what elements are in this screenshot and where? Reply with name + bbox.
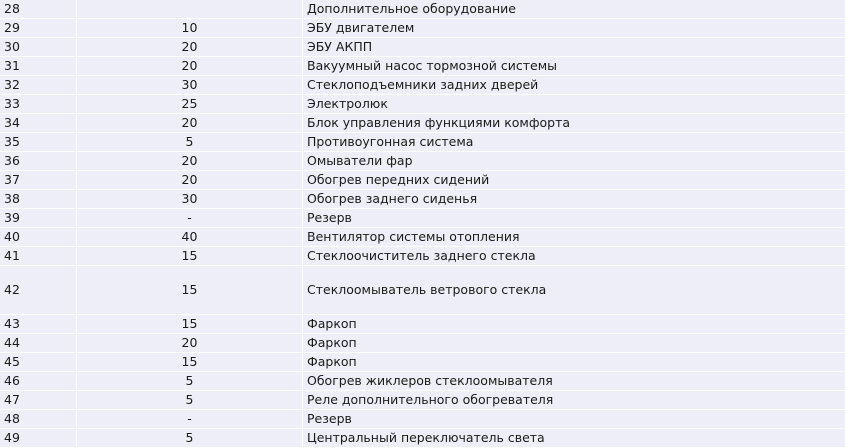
table-row xyxy=(0,114,845,132)
fuse-number-cell: 47 xyxy=(0,391,76,409)
fuse-rating-cell xyxy=(77,0,302,18)
fuse-description-cell: Вакуумный насос тормозной системы xyxy=(303,57,845,75)
fuse-number-cell: 31 xyxy=(0,57,76,75)
fuse-description-cell: Резерв xyxy=(303,410,845,428)
fuse-number-cell: 28 xyxy=(0,0,76,18)
fuse-rating-cell: 15 xyxy=(77,315,302,333)
fuse-description-cell: Омыватели фар xyxy=(303,152,845,170)
fuse-rating-cell: 30 xyxy=(77,190,302,208)
fuse-number-cell: 42 xyxy=(0,266,76,314)
fuse-description-cell: ЭБУ АКПП xyxy=(303,38,845,56)
table-row xyxy=(0,76,845,94)
table-row xyxy=(0,429,845,447)
fuse-rating-cell: 25 xyxy=(77,95,302,113)
fuse-rating-cell: 20 xyxy=(77,171,302,189)
fuse-description-cell: Реле дополнительного обогревателя xyxy=(303,391,845,409)
fuse-description-cell: Электролюк xyxy=(303,95,845,113)
fuse-description-cell: Противоугонная система xyxy=(303,133,845,151)
fuse-description-cell: Стеклоомыватель ветрового стекла xyxy=(303,266,845,314)
fuse-number-cell: 48 xyxy=(0,410,76,428)
fuse-rating-cell: 20 xyxy=(77,57,302,75)
fuse-rating-cell: - xyxy=(77,410,302,428)
fuse-description-cell: Центральный переключатель света xyxy=(303,429,845,447)
table-row xyxy=(0,152,845,170)
table-row xyxy=(0,57,845,75)
table-row xyxy=(0,334,845,352)
table-row xyxy=(0,133,845,151)
fuse-number-cell: 39 xyxy=(0,209,76,227)
fuse-description-cell: Обогрев жиклеров стеклоомывателя xyxy=(303,372,845,390)
fuse-description-cell: Дополнительное оборудование xyxy=(303,0,845,18)
fuse-rating-cell: 40 xyxy=(77,228,302,246)
table-row xyxy=(0,266,845,314)
fuse-number-cell: 34 xyxy=(0,114,76,132)
fuse-number-cell: 40 xyxy=(0,228,76,246)
table-row xyxy=(0,209,845,227)
table-row xyxy=(0,171,845,189)
fuse-number-cell: 41 xyxy=(0,247,76,265)
table-row xyxy=(0,190,845,208)
fuse-rating-cell: 20 xyxy=(77,152,302,170)
fuse-number-cell: 36 xyxy=(0,152,76,170)
table-row xyxy=(0,315,845,333)
fuse-number-cell: 29 xyxy=(0,19,76,37)
fuse-number-cell: 35 xyxy=(0,133,76,151)
table-row xyxy=(0,0,845,18)
fuse-rating-cell: 20 xyxy=(77,38,302,56)
table-row xyxy=(0,95,845,113)
fuse-description-cell: ЭБУ двигателем xyxy=(303,19,845,37)
fuse-number-cell: 33 xyxy=(0,95,76,113)
fuse-rating-cell: 20 xyxy=(77,334,302,352)
table-row xyxy=(0,410,845,428)
fuse-description-cell: Фаркоп xyxy=(303,315,845,333)
fuse-number-cell: 32 xyxy=(0,76,76,94)
fuse-number-cell: 38 xyxy=(0,190,76,208)
table-row xyxy=(0,228,845,246)
table-row xyxy=(0,372,845,390)
fuse-description-cell: Блок управления функциями комфорта xyxy=(303,114,845,132)
fuse-description-cell: Резерв xyxy=(303,209,845,227)
table-row xyxy=(0,391,845,409)
fuse-description-cell: Обогрев заднего сиденья xyxy=(303,190,845,208)
fuse-number-cell: 44 xyxy=(0,334,76,352)
fuse-rating-cell: 5 xyxy=(77,391,302,409)
fuse-description-cell: Стеклоочиститель заднего стекла xyxy=(303,247,845,265)
fuse-rating-cell: 15 xyxy=(77,247,302,265)
fuse-description-cell: Фаркоп xyxy=(303,334,845,352)
fuse-rating-cell: 5 xyxy=(77,372,302,390)
fuse-description-cell: Обогрев передних сидений xyxy=(303,171,845,189)
table-row xyxy=(0,19,845,37)
fuse-rating-cell: 5 xyxy=(77,429,302,447)
fuse-number-cell: 46 xyxy=(0,372,76,390)
table-row xyxy=(0,353,845,371)
fuse-number-cell: 30 xyxy=(0,38,76,56)
fuse-rating-cell: - xyxy=(77,209,302,227)
table-row xyxy=(0,247,845,265)
table-row xyxy=(0,38,845,56)
fuse-rating-cell: 10 xyxy=(77,19,302,37)
fuse-rating-cell: 20 xyxy=(77,114,302,132)
fuse-description-cell: Вентилятор системы отопления xyxy=(303,228,845,246)
fuse-rating-cell: 15 xyxy=(77,353,302,371)
fuse-rating-cell: 15 xyxy=(77,266,302,314)
fuse-number-cell: 37 xyxy=(0,171,76,189)
fuse-description-cell: Фаркоп xyxy=(303,353,845,371)
fuse-rating-cell: 5 xyxy=(77,133,302,151)
fuse-description-cell: Стеклоподъемники задних дверей xyxy=(303,76,845,94)
fuse-rating-cell: 30 xyxy=(77,76,302,94)
fuse-number-cell: 49 xyxy=(0,429,76,447)
fuse-number-cell: 43 xyxy=(0,315,76,333)
fuse-number-cell: 45 xyxy=(0,353,76,371)
